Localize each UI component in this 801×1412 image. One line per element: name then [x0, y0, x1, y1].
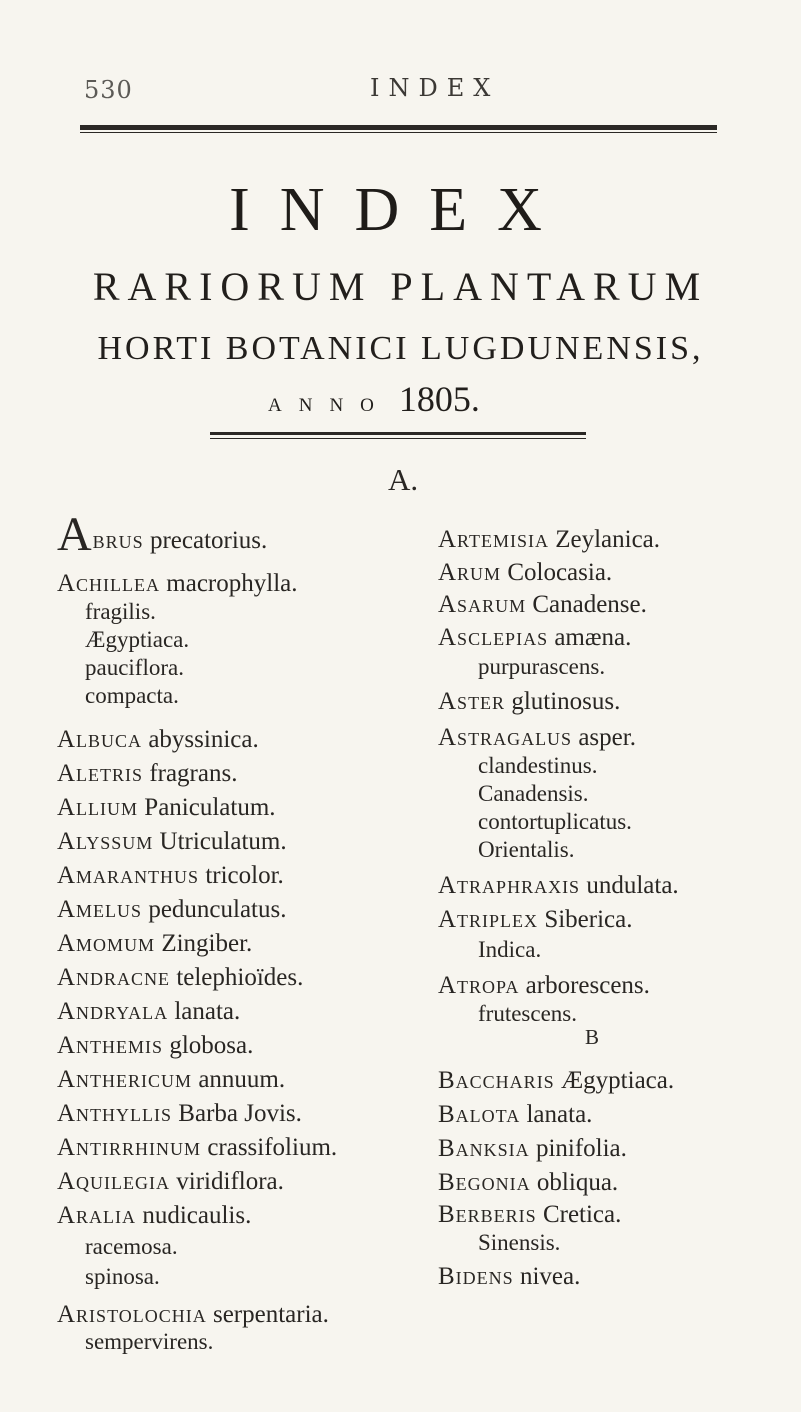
species-name: contortuplicatus. — [478, 809, 632, 834]
genus-name: Arum — [438, 559, 502, 586]
genus-name: Aletris — [57, 760, 144, 787]
species-name: pedunculatus. — [148, 896, 287, 923]
year-line — [268, 378, 480, 420]
genus-name: Aster — [438, 688, 506, 715]
genus-name: Asclepias — [438, 624, 549, 651]
species-name: spinosa. — [85, 1264, 160, 1289]
species-name: Siberica. — [544, 906, 633, 933]
index-entry — [438, 525, 660, 555]
genus-name: Berberis — [438, 1201, 537, 1228]
species-name: Ægyptiaca. — [560, 1067, 675, 1094]
index-entry — [438, 623, 631, 653]
species-name: viridiflora. — [176, 1168, 284, 1195]
species-name: arborescens. — [525, 972, 650, 999]
genus-name: Aquilegia — [57, 1168, 171, 1195]
genus-name: Baccharis — [438, 1067, 555, 1094]
index-entry — [57, 963, 303, 993]
species-name: crassifolium. — [207, 1134, 338, 1161]
index-entry — [438, 590, 647, 620]
species-name: Indica. — [478, 937, 542, 962]
genus-name: Alyssum — [57, 828, 154, 855]
header-rule — [80, 125, 717, 130]
section-a-heading: A. — [388, 462, 419, 497]
running-head: INDEX — [370, 74, 500, 102]
species-name: Sinensis. — [478, 1230, 561, 1255]
genus-name: Begonia — [438, 1169, 531, 1196]
genus-name: Amomum — [57, 930, 156, 957]
index-entry — [57, 895, 286, 925]
section-rule-thin — [210, 438, 586, 439]
species-name: precatorius. — [149, 527, 268, 554]
index-entry — [438, 1134, 627, 1164]
genus-name: Aralia — [57, 1202, 137, 1229]
index-entry — [57, 508, 268, 561]
index-entry — [57, 1300, 329, 1330]
species-name: Zeylanica. — [555, 526, 661, 553]
index-entry — [85, 681, 179, 711]
species-name: fragrans. — [149, 760, 238, 787]
index-entry — [438, 558, 612, 588]
index-entry — [57, 793, 276, 823]
species-name: asper. — [578, 724, 636, 751]
species-name: racemosa. — [85, 1234, 178, 1259]
species-name: frutescens. — [478, 1001, 577, 1026]
species-name: fragilis. — [85, 599, 156, 624]
index-entry — [438, 687, 620, 717]
species-name: Paniculatum. — [144, 794, 276, 821]
species-name: globosa. — [169, 1032, 254, 1059]
index-entry — [57, 861, 284, 891]
anno-label: ANNO — [268, 395, 391, 416]
index-entry — [478, 807, 632, 837]
index-entry — [85, 1262, 160, 1292]
section-rule — [210, 432, 586, 435]
genus-name: Anthemis — [57, 1032, 164, 1059]
index-entry — [85, 1232, 178, 1262]
species-name: serpentaria. — [212, 1301, 329, 1328]
genus-name: Balota — [438, 1101, 521, 1128]
genus-name: Amaranthus — [57, 862, 200, 889]
index-entry — [478, 935, 541, 965]
genus-name: Albuca — [57, 726, 143, 753]
index-entry — [438, 1168, 618, 1198]
species-name: Canadensis. — [478, 781, 589, 806]
species-name: Colocasia. — [507, 559, 613, 586]
index-entry — [57, 759, 237, 789]
species-name: macrophylla. — [166, 570, 298, 597]
species-name: Zingiber. — [161, 930, 253, 957]
species-name: annuum. — [198, 1066, 286, 1093]
species-name: pauciflora. — [85, 655, 184, 680]
index-entry — [438, 871, 679, 901]
genus-name: Antirrhinum — [57, 1134, 202, 1161]
index-entry — [438, 723, 636, 753]
genus-name: Anthericum — [57, 1066, 193, 1093]
genus-name: Anthyllis — [57, 1100, 173, 1127]
species-name: telephioïdes. — [176, 964, 304, 991]
header-rule-thin — [80, 132, 717, 133]
index-entry — [438, 1066, 674, 1096]
index-entry — [57, 1201, 251, 1231]
species-name: lanata. — [174, 998, 241, 1025]
genus-name: Andryala — [57, 998, 169, 1025]
index-entry — [57, 1167, 284, 1197]
index-entry — [57, 827, 287, 857]
genus-name: Achillea — [57, 570, 161, 597]
page-number: 530 — [84, 76, 133, 104]
genus-name: Atraphraxis — [438, 872, 581, 899]
species-name: Utriculatum. — [159, 828, 287, 855]
index-entry — [57, 569, 298, 599]
genus-name: Banksia — [438, 1135, 530, 1162]
index-entry — [57, 1099, 302, 1129]
genus-name: Bidens — [438, 1263, 514, 1290]
species-name: amæna. — [554, 624, 632, 651]
index-entry — [478, 652, 605, 682]
genus-name: Astragalus — [438, 724, 573, 751]
index-entry — [478, 999, 577, 1029]
species-name: abyssinica. — [148, 726, 259, 753]
subtitle-horti: HORTI BOTANICI LUGDUNENSIS, — [97, 330, 704, 367]
index-entry — [438, 1262, 580, 1292]
genus-name: Artemisia — [438, 526, 549, 553]
species-name: Ægyptiaca. — [85, 627, 190, 652]
species-name: purpurascens. — [478, 654, 606, 679]
index-entry — [57, 725, 259, 755]
page-title: INDEX — [229, 176, 572, 244]
subtitle-rariorum: RARIORUM PLANTARUM — [92, 264, 709, 309]
species-name: Barba Jovis. — [178, 1100, 302, 1127]
index-entry — [478, 751, 597, 781]
species-name: nivea. — [519, 1263, 581, 1290]
genus-name: Asarum — [438, 591, 527, 618]
index-entry — [85, 625, 189, 655]
index-entry — [478, 779, 589, 809]
index-entry — [438, 971, 650, 1001]
index-entry — [57, 1065, 285, 1095]
species-name: compacta. — [85, 683, 179, 708]
index-entry — [57, 1031, 253, 1061]
genus-name: Atropa — [438, 972, 520, 999]
species-name: clandestinus. — [478, 753, 598, 778]
genus-name: Andracne — [57, 964, 171, 991]
species-name: Orientalis. — [478, 837, 575, 862]
index-entry — [85, 1327, 213, 1357]
species-name: nudicaulis. — [142, 1202, 252, 1229]
species-name: glutinosus. — [511, 688, 621, 715]
index-entry — [57, 997, 240, 1027]
species-name: undulata. — [586, 872, 679, 899]
species-name: pinifolia. — [535, 1135, 627, 1162]
index-entry — [57, 929, 252, 959]
species-name: Canadense. — [532, 591, 647, 618]
index-entry — [85, 653, 184, 683]
index-entry — [478, 835, 574, 865]
species-name: tricolor. — [205, 862, 284, 889]
index-entry — [85, 597, 156, 627]
genus-name: Allium — [57, 794, 139, 821]
year-value: 1805. — [398, 379, 480, 419]
genus-name: Abrus — [57, 508, 144, 561]
index-entry — [478, 1228, 560, 1258]
species-name: sempervirens. — [85, 1329, 214, 1354]
index-entry — [438, 1200, 621, 1230]
species-name: obliqua. — [536, 1169, 619, 1196]
section-b-heading: B — [585, 1025, 600, 1049]
index-entry — [438, 905, 632, 935]
species-name: Cretica. — [542, 1201, 622, 1228]
genus-name: Atriplex — [438, 906, 539, 933]
index-entry — [57, 1133, 337, 1163]
genus-name: Aristolochia — [57, 1301, 207, 1328]
species-name: lanata. — [526, 1101, 593, 1128]
index-entry — [438, 1100, 592, 1130]
genus-name: Amelus — [57, 896, 143, 923]
